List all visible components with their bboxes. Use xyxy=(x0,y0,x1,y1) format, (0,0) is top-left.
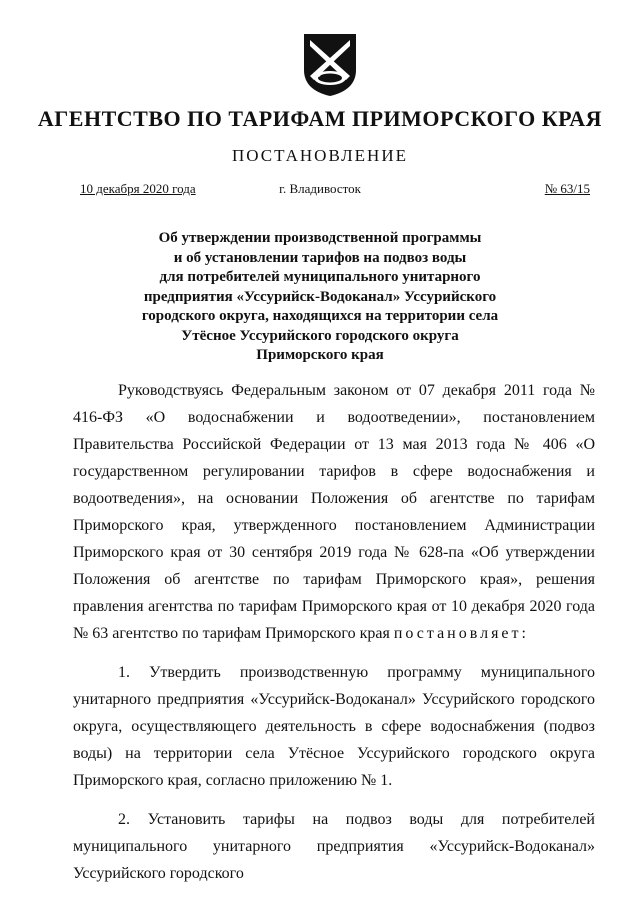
resolves-word: постановляет: xyxy=(393,625,529,642)
title-line: Об утверждении производственной программы xyxy=(158,230,482,246)
agency-name: АГЕНТСТВО ПО ТАРИФАМ ПРИМОРСКОГО КРАЯ xyxy=(37,106,603,131)
title-line: Утёсное Уссурийского городского округа xyxy=(181,327,459,344)
document-type: ПОСТАНОВЛЕНИЕ xyxy=(231,146,408,165)
document-body xyxy=(73,377,595,899)
intro-text: Руководствуясь Федеральным законом от 07 декабря 2011 года № 416-ФЗ «О водоснабжении и водоотведении», постановлением Правительства Российской Федерации от 13 мая 2013 года № 406 «О государственном регулировании тарифов в сфере водоснабжения и водоотведения», на основании Положения об агентстве по тарифам Приморского края, утвержденного постановлением Администрации Приморского края от 30 сентября 2019 года № 628-па «Об утверждении Положения об агентстве по тарифам Приморского края», решения правления агентства по тарифам Приморского края от 10 декабря 2020 года № 63 агентство по тарифам Приморского края xyxy=(73,382,595,642)
item-2-paragraph: 2. Установить тарифы на подвоз воды для потребителей муниципального унитарного предприятия «Уссурийск-Водоканал» Уссурийского городского xyxy=(73,811,595,882)
document-number: № 63/15 xyxy=(544,181,590,196)
document-title xyxy=(120,229,520,366)
document-city: г. Владивосток xyxy=(279,181,361,196)
intro-paragraph xyxy=(73,377,595,647)
coat-of-arms-emblem xyxy=(300,30,360,98)
title-line: городского округа, находящихся на территории села xyxy=(141,308,499,324)
title-line: предприятия «Уссурийск-Водоканал» Уссурийского xyxy=(143,288,497,305)
title-line: Приморского края xyxy=(256,347,384,363)
item-1-paragraph: 1. Утвердить производственную программу муниципального унитарного предприятия «Уссурийск-Водоканал» Уссурийского городского округа, осуществляющего деятельность в сфере водоснабжения (подвоз воды) на территории села Утёсное Уссурийского городского округа Приморского края, согласно приложению № 1. xyxy=(73,664,595,789)
title-line: и об установлении тарифов на подвоз воды xyxy=(173,249,467,266)
document-date: 10 декабря 2020 года xyxy=(80,181,196,196)
title-line: для потребителей муниципального унитарного xyxy=(159,269,481,285)
